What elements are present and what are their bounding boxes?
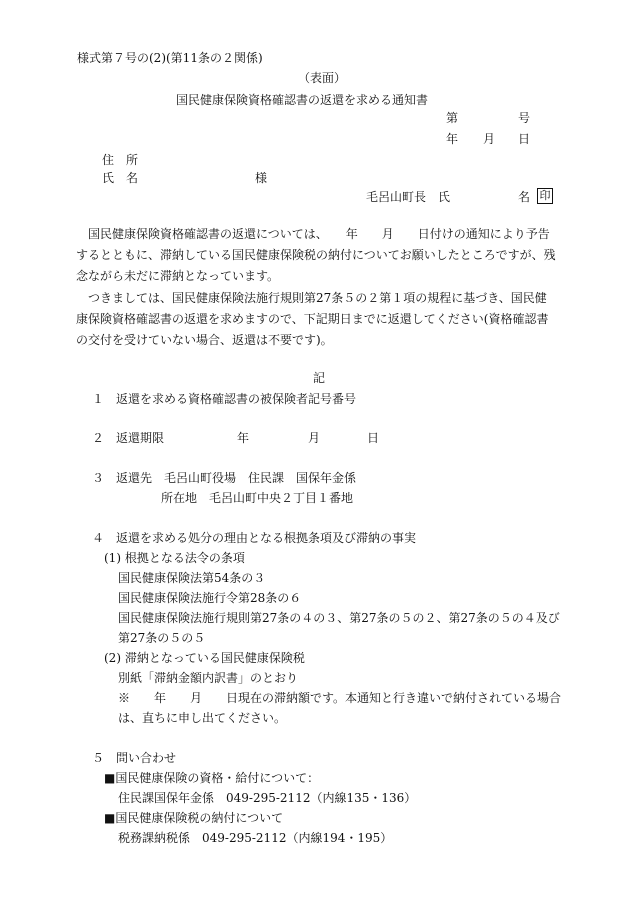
number-dai: 第: [446, 111, 459, 125]
item-4-sub-1-line-2: 国民健康保険法施行令第28条の６: [118, 591, 302, 605]
address-label: 住 所: [102, 153, 139, 167]
seal-box: 印: [537, 188, 553, 204]
item-1: １ 返還を求める資格確認書の被保険者記号番号: [92, 392, 357, 406]
contact-1-heading: ■国民健康保険の資格・給付について：: [104, 771, 320, 785]
form-id: 様式第７号の(2)(第11条の２関係): [77, 51, 263, 65]
item-4-note-line-2: は、直ちに申し出てください。: [118, 711, 287, 725]
item-4-sub-1-line-4: 第27条の５の５: [118, 631, 206, 645]
item-3-line-2: 所在地 毛呂山町中央２丁目１番地: [161, 491, 354, 505]
ki-heading: 記: [313, 371, 326, 385]
item-4: ４ 返還を求める処分の理由となる根拠条項及び滞納の事実: [92, 531, 417, 545]
body-paragraph-1: 国民健康保険資格確認書の返還については、 年 月 日付けの通知により予告するとともに、滞納している国民健康保険税の納付についてお願いしたところですが、残念ながら未だに滞納となっています。: [76, 227, 556, 283]
item-2-day: 日: [367, 431, 380, 445]
name-label: 氏 名: [102, 171, 139, 185]
item-4-sub-2: (2) 滞納となっている国民健康保険税: [104, 651, 305, 665]
issuer-title: 毛呂山町長 氏: [366, 190, 451, 204]
item-2-year: 年: [237, 431, 250, 445]
item-2-label: ２ 返還期限: [92, 431, 165, 445]
item-4-sub-1-line-3: 国民健康保険法施行規則第27条の４の３、第27条の５の２、第27条の５の４及び: [118, 611, 560, 625]
sama-label: 様: [255, 171, 268, 185]
item-5: ５ 問い合わせ: [92, 751, 177, 765]
item-4-sub-2-line-1: 別紙「滞納金額内訳書」のとおり: [118, 671, 299, 685]
side-label: （表面）: [298, 71, 347, 85]
date-year: 年: [446, 132, 459, 146]
item-4-note-line-1: ※ 年 月 日現在の滞納額です。本通知と行き違いで納付されている場合: [118, 691, 562, 705]
item-4-sub-1: (1) 根拠となる法令の条項: [104, 551, 245, 565]
date-day: 日: [518, 132, 531, 146]
item-4-sub-1-line-1: 国民健康保険法第54条の３: [118, 571, 266, 585]
item-3-line-1: ３ 返還先 毛呂山町役場 住民課 国保年金係: [92, 471, 357, 485]
contact-1-details: 住民課国保年金係 049-295-2112（内線135・136）: [118, 791, 417, 805]
issuer-mei: 名: [518, 190, 531, 204]
contact-2-heading: ■国民健康保険税の納付について: [104, 811, 284, 825]
document-title: 国民健康保険資格確認書の返還を求める通知書: [176, 93, 429, 107]
body-paragraph-2: つきましては、国民健康保険法施行規則第27条５の２第１項の規程に基づき、国民健康保険資格確認書の返還を求めますので、下記期日までに返還してください(資格確認書の交付を受けていない場合、返還は不要です)。: [76, 291, 549, 347]
contact-2-details: 税務課納税係 049-295-2112（内線194・195）: [118, 831, 393, 845]
date-month: 月: [483, 132, 496, 146]
number-go: 号: [518, 111, 531, 125]
item-2-month: 月: [308, 431, 321, 445]
